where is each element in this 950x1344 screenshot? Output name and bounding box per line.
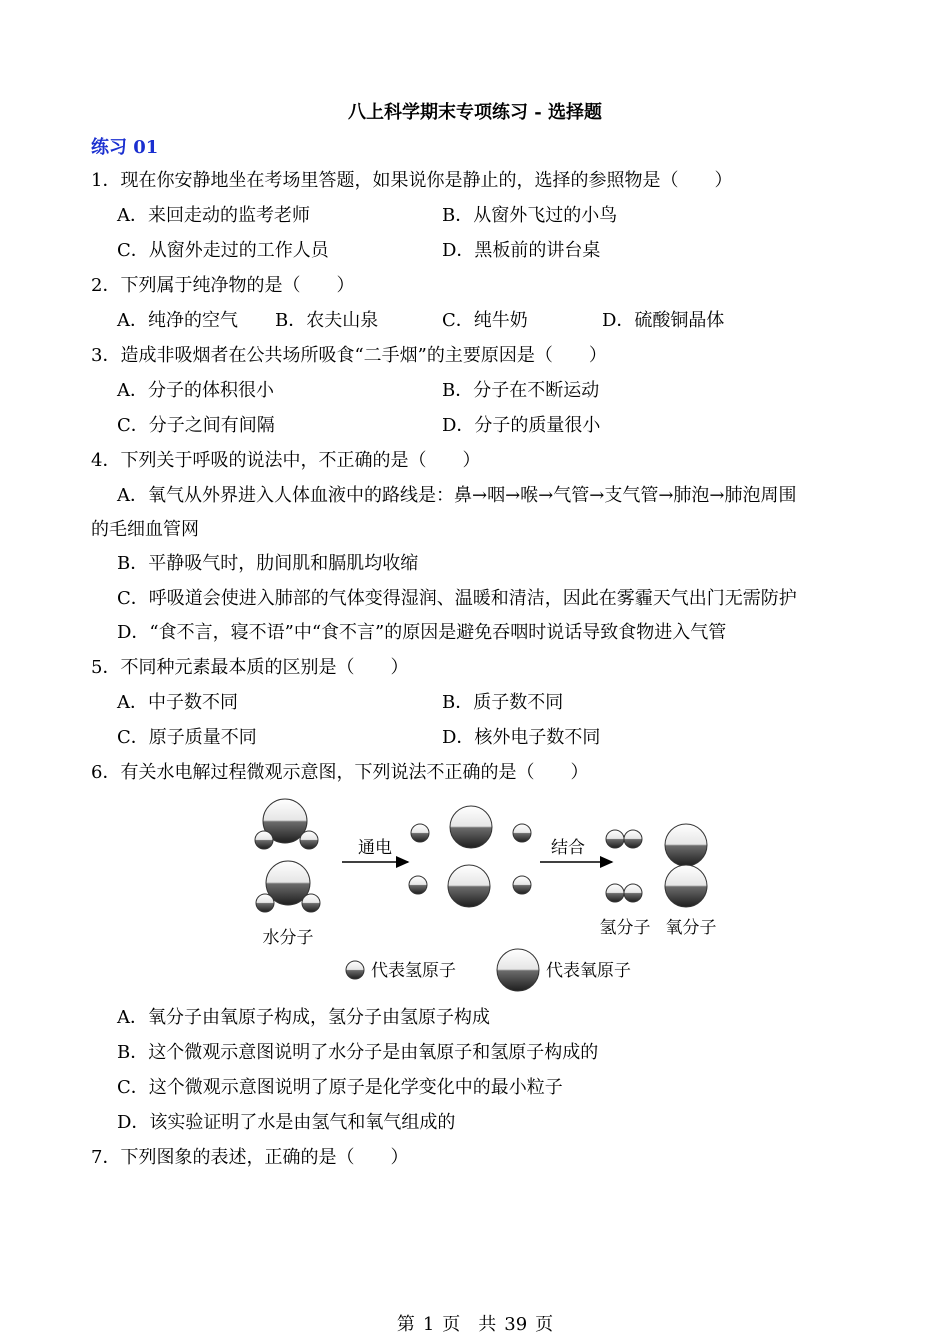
question-3-option-b: B．分子在不断运动	[442, 380, 600, 401]
legend-hydrogen-atom-icon	[346, 961, 364, 979]
footer-page-current: 1	[422, 1314, 435, 1335]
question-3-stem: 3．造成非吸烟者在公共场所吸食“二手烟”的主要原因是（ ）	[91, 345, 607, 366]
question-4-option-c: C．呼吸道会使进入肺部的气体变得湿润、温暖和清洁，因此在雾霾天气出门无需防护	[117, 588, 797, 609]
water-molecule-2	[256, 861, 320, 912]
question-3-option-c: C．分子之间有间隔	[117, 415, 275, 436]
legend-oxygen-atom-icon	[497, 949, 539, 991]
footer-page-total: 39	[504, 1314, 528, 1335]
question-1-option-a: A．来回走动的监考老师	[117, 205, 310, 226]
question-1-option-c: C．从窗外走过的工作人员	[117, 240, 329, 261]
question-2-stem: 2．下列属于纯净物的是（ ）	[91, 275, 355, 296]
question-6-stem: 6．有关水电解过程微观示意图，下列说法不正确的是（ ）	[91, 762, 589, 783]
question-4-option-d: D．“食不言，寝不语”中“食不言”的原因是避免吞咽时说话导致食物进入气管	[117, 622, 727, 643]
question-6-option-a: A．氧分子由氧原子构成，氢分子由氢原子构成	[117, 1007, 490, 1028]
question-1-option-d: D．黑板前的讲台桌	[442, 240, 601, 261]
electrolysis-diagram	[230, 795, 730, 1000]
question-4-option-a-continued: 的毛细血管网	[91, 519, 199, 540]
question-6-option-b: B．这个微观示意图说明了水分子是由氧原子和氢原子构成的	[117, 1042, 599, 1063]
question-1-stem: 1．现在你安静地坐在考场里答题，如果说你是静止的，选择的参照物是（ ）	[91, 170, 733, 191]
page-footer	[0, 1310, 950, 1336]
question-4-option-b: B．平静吸气时，肋间肌和膈肌均收缩	[117, 553, 419, 574]
question-2-option-b: B．农夫山泉	[275, 310, 379, 331]
question-6-option-d: D．该实验证明了水是由氢气和氧气组成的	[117, 1112, 456, 1133]
question-2-option-a: A．纯净的空气	[117, 310, 238, 331]
oxygen-molecule-label: 氧分子	[665, 918, 717, 938]
question-2-option-c: C．纯牛奶	[442, 310, 528, 331]
hydrogen-molecules	[606, 830, 642, 902]
legend-hydrogen-label: 代表氢原子	[371, 961, 456, 981]
footer-prefix: 第	[396, 1314, 415, 1335]
footer-suffix: 页	[535, 1314, 554, 1335]
question-1-option-b: B．从窗外飞过的小鸟	[442, 205, 618, 226]
arrow-combine-label: 结合	[551, 838, 585, 858]
question-3-option-a: A．分子的体积很小	[117, 380, 274, 401]
question-5-option-d: D．核外电子数不同	[442, 727, 601, 748]
legend-oxygen-label: 代表氧原子	[546, 961, 631, 981]
section-heading: 练习 01	[91, 137, 159, 158]
question-2-option-d: D．硫酸铜晶体	[602, 310, 725, 331]
oxygen-molecule	[665, 824, 707, 907]
question-3-option-d: D．分子的质量很小	[442, 415, 601, 436]
question-4-stem: 4．下列关于呼吸的说法中，不正确的是（ ）	[91, 450, 481, 471]
question-7-stem: 7．下列图象的表述，正确的是（ ）	[91, 1147, 409, 1168]
question-5-option-c: C．原子质量不同	[117, 727, 257, 748]
question-5-option-b: B．质子数不同	[442, 692, 564, 713]
water-molecule-label: 水分子	[262, 928, 314, 948]
page-title: 八上科学期末专项练习 - 选择题	[347, 102, 602, 123]
question-5-option-a: A．中子数不同	[117, 692, 238, 713]
question-5-stem: 5．不同种元素最本质的区别是（ ）	[91, 657, 409, 678]
footer-mid: 页 共	[442, 1314, 497, 1335]
arrow-electrolysis-label: 通电	[358, 838, 392, 858]
separated-atoms	[409, 806, 531, 907]
question-6-option-c: C．这个微观示意图说明了原子是化学变化中的最小粒子	[117, 1077, 563, 1098]
water-molecule-1	[255, 799, 318, 849]
question-4-option-a: A．氧气从外界进入人体血液中的路线是：鼻→咽→喉→气管→支气管→肺泡→肺泡周围	[117, 485, 797, 506]
hydrogen-molecule-label: 氢分子	[599, 918, 651, 938]
